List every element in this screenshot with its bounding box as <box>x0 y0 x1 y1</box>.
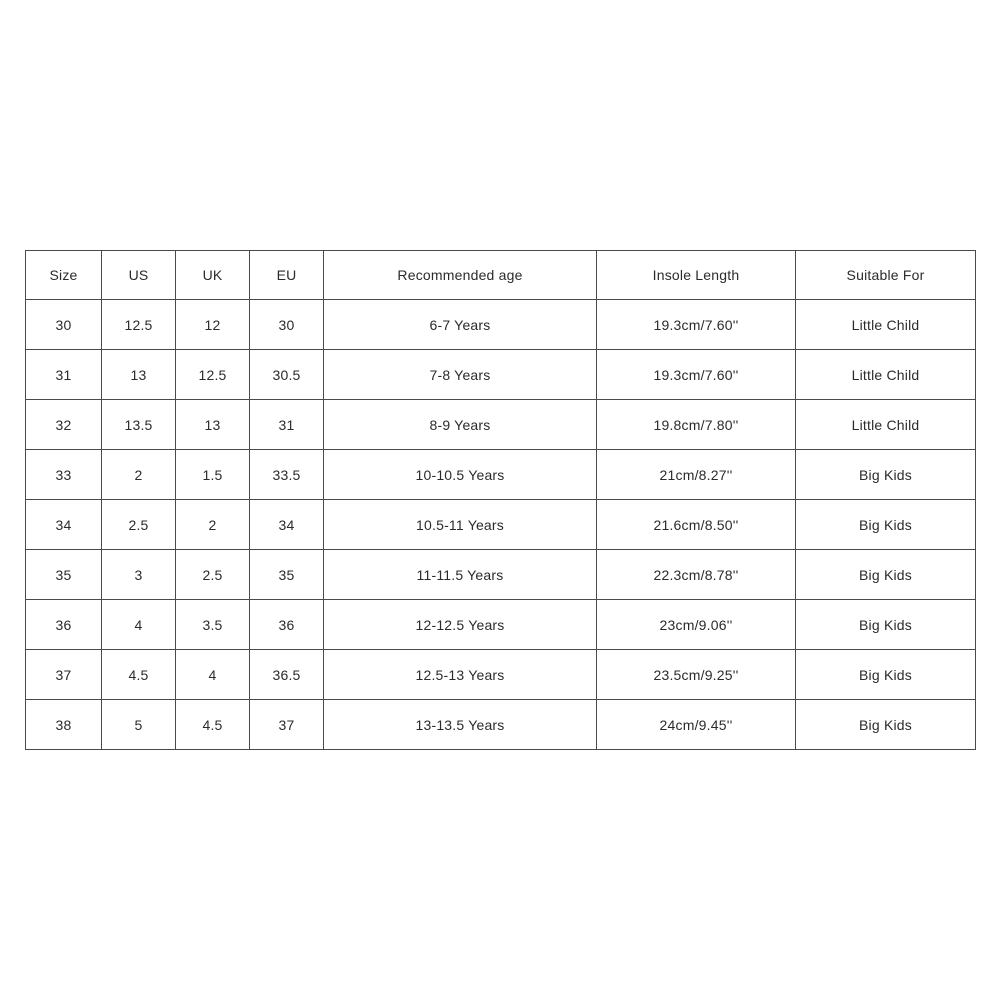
cell-uk: 4.5 <box>176 700 250 750</box>
header-us: US <box>102 251 176 300</box>
cell-insole-length: 23.5cm/9.25'' <box>597 650 796 700</box>
cell-eu: 30 <box>250 300 324 350</box>
header-uk: UK <box>176 251 250 300</box>
cell-uk: 12 <box>176 300 250 350</box>
cell-recommended-age: 12-12.5 Years <box>324 600 597 650</box>
cell-us: 4.5 <box>102 650 176 700</box>
cell-recommended-age: 10-10.5 Years <box>324 450 597 500</box>
table-row <box>26 650 976 700</box>
cell-suitable-for: Little Child <box>796 300 976 350</box>
cell-us: 13.5 <box>102 400 176 450</box>
cell-size: 37 <box>26 650 102 700</box>
table-row <box>26 700 976 750</box>
cell-eu: 36 <box>250 600 324 650</box>
cell-eu: 33.5 <box>250 450 324 500</box>
header-recommended-age: Recommended age <box>324 251 597 300</box>
cell-suitable-for: Big Kids <box>796 700 976 750</box>
cell-size: 32 <box>26 400 102 450</box>
cell-eu: 31 <box>250 400 324 450</box>
header-eu: EU <box>250 251 324 300</box>
cell-size: 36 <box>26 600 102 650</box>
cell-uk: 2.5 <box>176 550 250 600</box>
cell-recommended-age: 13-13.5 Years <box>324 700 597 750</box>
size-chart-table <box>25 250 976 750</box>
table-row <box>26 300 976 350</box>
cell-insole-length: 24cm/9.45'' <box>597 700 796 750</box>
cell-uk: 13 <box>176 400 250 450</box>
cell-us: 2.5 <box>102 500 176 550</box>
cell-eu: 35 <box>250 550 324 600</box>
cell-suitable-for: Big Kids <box>796 450 976 500</box>
cell-size: 30 <box>26 300 102 350</box>
cell-size: 35 <box>26 550 102 600</box>
table-row <box>26 450 976 500</box>
cell-us: 2 <box>102 450 176 500</box>
cell-recommended-age: 6-7 Years <box>324 300 597 350</box>
cell-us: 12.5 <box>102 300 176 350</box>
table-row <box>26 500 976 550</box>
cell-recommended-age: 7-8 Years <box>324 350 597 400</box>
cell-eu: 30.5 <box>250 350 324 400</box>
cell-uk: 2 <box>176 500 250 550</box>
cell-size: 33 <box>26 450 102 500</box>
header-suitable-for: Suitable For <box>796 251 976 300</box>
cell-suitable-for: Big Kids <box>796 650 976 700</box>
cell-eu: 34 <box>250 500 324 550</box>
cell-insole-length: 22.3cm/8.78'' <box>597 550 796 600</box>
cell-us: 4 <box>102 600 176 650</box>
cell-suitable-for: Little Child <box>796 400 976 450</box>
table-row <box>26 550 976 600</box>
table-row <box>26 400 976 450</box>
cell-eu: 37 <box>250 700 324 750</box>
header-insole-length: Insole Length <box>597 251 796 300</box>
cell-us: 5 <box>102 700 176 750</box>
cell-size: 31 <box>26 350 102 400</box>
cell-recommended-age: 8-9 Years <box>324 400 597 450</box>
cell-insole-length: 21.6cm/8.50'' <box>597 500 796 550</box>
cell-insole-length: 19.3cm/7.60'' <box>597 350 796 400</box>
cell-uk: 1.5 <box>176 450 250 500</box>
cell-insole-length: 21cm/8.27'' <box>597 450 796 500</box>
header-row <box>26 251 976 300</box>
header-size: Size <box>26 251 102 300</box>
cell-uk: 12.5 <box>176 350 250 400</box>
cell-uk: 4 <box>176 650 250 700</box>
cell-us: 13 <box>102 350 176 400</box>
cell-size: 38 <box>26 700 102 750</box>
table-row <box>26 600 976 650</box>
table-row <box>26 350 976 400</box>
cell-insole-length: 19.3cm/7.60'' <box>597 300 796 350</box>
cell-suitable-for: Big Kids <box>796 500 976 550</box>
cell-suitable-for: Little Child <box>796 350 976 400</box>
cell-us: 3 <box>102 550 176 600</box>
cell-uk: 3.5 <box>176 600 250 650</box>
cell-suitable-for: Big Kids <box>796 550 976 600</box>
cell-insole-length: 23cm/9.06'' <box>597 600 796 650</box>
cell-suitable-for: Big Kids <box>796 600 976 650</box>
cell-insole-length: 19.8cm/7.80'' <box>597 400 796 450</box>
cell-recommended-age: 12.5-13 Years <box>324 650 597 700</box>
cell-recommended-age: 10.5-11 Years <box>324 500 597 550</box>
cell-recommended-age: 11-11.5 Years <box>324 550 597 600</box>
cell-size: 34 <box>26 500 102 550</box>
cell-eu: 36.5 <box>250 650 324 700</box>
